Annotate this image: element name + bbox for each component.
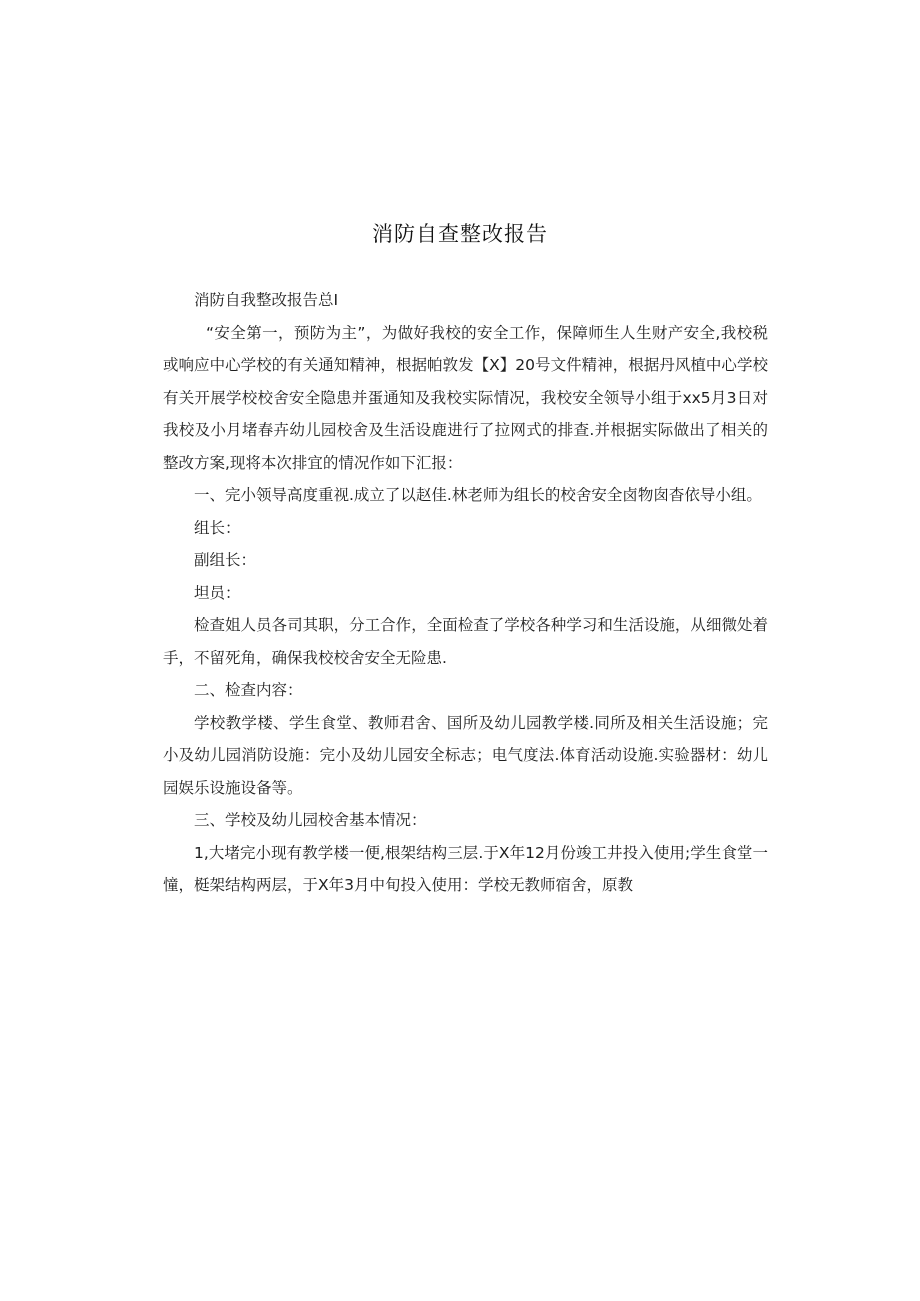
- inspection-content-paragraph: 学校教学楼、学生食堂、教师君舍、国所及幼儿园教学楼.同所及相关生活设施；完小及幼儿园消防设施：完小及幼儿园安全标志；电气度法.体育活动设施.实验器材：幼儿园娱乐设施设备等。: [163, 713, 768, 797]
- document-body: [163, 284, 768, 902]
- inspection-summary-paragraph: 检查姐人员各司其职，分工合作，全面检查了学校各种学习和生活设施，从细微处着手，不留死角，确保我校校舍安全无险患.: [163, 616, 768, 667]
- leader-line: 组长：: [194, 518, 241, 537]
- intro-paragraph: “安全第一，预防为主”，为做好我校的安全工作，保障师生人生财产安全,我校税或响应中心学校的有关通知精神，根据帕敦发【X】20号文件精神，根据丹风植中心学校有关开展学校校舍安全隐患并蛋通知及我校实际情况，我校安全领导小组于xx5月3日对我校及小月堵春卉幼儿园校舍及生活设鹿进行了拉网式的排查.并根据实际做出了相关的整改方案,现将本次排宜的情况作如下汇报：: [163, 323, 768, 472]
- vice-leader-line: 副组长：: [194, 551, 257, 569]
- section-heading-inspection-content: 二、检查内容：: [194, 681, 303, 699]
- section-heading-building-info: 三、学校及幼儿园校舍基本情况：: [194, 811, 427, 829]
- members-line: 坦员：: [194, 583, 241, 602]
- document-title: 消防自查整改报告: [372, 222, 548, 246]
- building-info-paragraph: 1,大堵完小现有教学楼一便,根架结构三层.于X年12月份竣工井投入使用;学生食堂一憧，梃架结构两层，于X年3月中旬投入使用：学校无教师宿舍，原教: [163, 843, 768, 894]
- report-subtitle: 消防自我整改报告总I: [194, 291, 339, 309]
- section-heading-leadership: 一、完小领导高度重视.成立了以赵佳.林老师为组长的校舍安全卤物囱杳依导小组。: [194, 486, 762, 504]
